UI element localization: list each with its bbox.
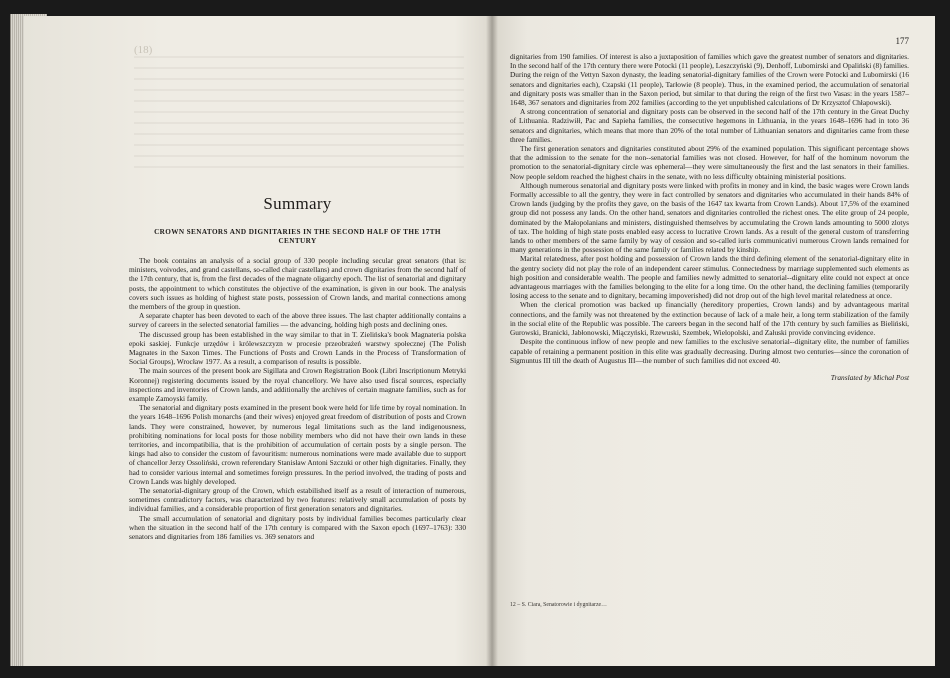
right-page (492, 16, 935, 666)
left-page (24, 16, 492, 666)
paragraph: The senatorial-dignitary group of the Crown, which estabilished itself as a result of interaction of numerous, sometimes contradictory factors, was characterized by two features: relatively small accumulation of posts by individual families, and a considerable proportion of first generation senators and dignitaries. (129, 486, 466, 514)
footnote: 12 – S. Ciara, Senatorowie i dygnitarze… (510, 602, 607, 608)
paragraph: The small accumulation of senatorial and dignitary posts by individual families becomes particularly clear when the situation in the second half of the 17th century is compared with the Saxon epoch (1697–1763): 330 senators and dignitaries from 186 families vs. 369 senators and (129, 513, 466, 542)
page-number: 177 (895, 36, 909, 46)
paragraph: The senatorial and dignitary posts examined in the present book were held for life time by royal nomination. In the years 1648–1696 Polish monarchs (and their wives) enjoyed great freedom of distribution of posts and Crown lands. They were constrained, however, by numerous legal limitations such as the land indigenousness, prohibiting nominations for local posts for those nobility members who did not have their own lands in these territories, and incompatibilia, that is the prohibition of accumulation of certain posts by a single person. The kings had also to consider the custom of favouritism: numerous nominations were made available due to support of chancellor Jerzy Ossoliński, crown referendary Stanisław Antoni Szczuki or other high dignitaries. Finally, they had to consider various internal and sometimes foreign pressures. In the period involved, the trading of posts and Crown Lands was highly developed. (129, 403, 466, 486)
summary-title: Summary (263, 194, 332, 213)
paragraph: dignitaries from 190 families. Of interest is also a juxtaposition of families which gave the greatest number of senators and dignitaries. In the second half of the 17th century there were Potocki (11 people), Leszczyński (9), Denhoff, Lubomirski and Opaliński (8) families. During the reign of the Vettyn Saxon dynasty, the leading senatorial-dignitary families of the Crown were Potocki and Lubomirski (16 senators and dignitaries each), Czapski (11 people), Tarłowie (8 people). Thus, in the examined period, the accumulation of senatorial and dignitary posts was smaller than in the Saxon period, but similar to that during the reign of the first two Vasas: in the years 1587–1648, 367 senators and dignitaries from 202 families (according to the yet unpublished calculations of Dr Krzysztof Chłapowski). (510, 52, 909, 108)
paragraph: Although numerous senatorial and dignitary posts were linked with profits in money and in kind, the basic wages were Crown lands Formally accessible to all the gentry, they were in fact controlled by senators and dignitaries who accumulated in their hands 84% of Crown lands (judging by the profits they gave, on the basis of the 1647 tax kwarta from Crown Lands). About 17,5% of the examined group did not possess any lands. On the other hand, senators and dignitaries controlled the richest ones. The elite group of 24 people, dominated by the Małopolanians and ministers, distinguished themselves by accumulating the Crown lands amounting to 5000 zlotys of tax. The holding of high state posts enabled easy access to lucrative Crown lands. As a result of the general custom of transferring lands to other members of the same family by way of cession and so-called iuris communicativi numerous Crown lands remained for many generations in the possession of the same family or families related by kinship. (510, 180, 909, 255)
paragraph: A separate chapter has been devoted to each of the above three issues. The last chapter additionally contains a survey of careers in the selected senatorial families — the advancing, holding high posts and declining ones. (129, 311, 466, 330)
paragraph: When the clerical promotion was backed up financially (hereditory properties, Crown lands) and by advantageous marital connections, and the family was not threatened by the extinction because of lack of a male heir, a long term stabilization of the family in the social elite of the Republic was possible. The careers began in the second half of the 17th century by such families as Bieliński, Gurowski, Branicki, Jabłonowski, Miączyński, Rzewuski, Szembek, Wielopolski, and Załuski provide convincing evidence. (510, 300, 909, 338)
paragraph: The discussed group has been established in the way similar to that in T. Zielińska's book Magnateria polska epoki saskiej. Funkcje urzędów i królewszczyzn w procesie przeobrażeń warstwy społecznej (The Polish Magnates in the Saxon Times. The Functions of Posts and Crown Lands in the Process of Transformation of Social Groups), Wrocław 1977. As a result, a comparison of results is possible. (129, 329, 466, 367)
paragraph: The main sources of the present book are Sigillata and Crown Registration Book (Libri Inscriptionum Metryki Koronnej) registering documents issued by the royal chancellory. We have also used fiscal sources, especially inspections and inventories of Crown lands, and additionally the archives of certain magnate families, such as for example Zamoyski family. (129, 366, 466, 404)
bleed-through-text (134, 56, 464, 176)
book-gutter (486, 16, 498, 666)
paragraph: The first generation senators and dignitaries constituted about 29% of the examined population. This significant percentage shows that the admission to the senate for the non--senatorial families was not closed. However, for half of the hominum novorum the promotion to the senatorial-dignitary circle was ephemeral—they were simultaneously the first and the last senators in their families. Now people seldom reached the highest chairs in the senate, with no less difficulty obtaining ministerial positions. (510, 144, 909, 181)
ghost-page-number: (18) (134, 44, 153, 56)
section-subtitle: CROWN SENATORS AND DIGNITARIES IN THE SECOND HALF OF THE 17TH CENTURY (154, 228, 441, 245)
paragraph: Despite the continuous inflow of new people and new families to the exclusive senatorial--dignitary elite, the number of families capable of retaining a permanent position in this elite was gradually decreasing. During almost two centuries—since the coronation of Sigmuntus III till the death of Augustus III—the number of such families did not exceed 40. (510, 337, 909, 365)
paragraph: Marital relatedness, after post holding and possession of Crown lands the third defining element of the senatorial-dignitary elite in the gentry society did not play the role of an independent career stimulus. Connectedness by marriage supplemented such elements as high position and considerable wealth. The people and families newly admitted to senatorial--dignitary elite could not expect at once advantageous marriages with the families belonging to the elite for a long time. On the other hand, the declining families (temporarily losing access to the senate and to dignitary, becaming impoverished) did not drop out of the high level marital relatedness at once. (510, 254, 909, 301)
paragraph: The book contains an analysis of a social group of 330 people including secular great senators (that is: ministers, voivodes, and grand castellans, so-called chair castellans) and crown dignitaries from the second half of the 17th century, that is, from the first decades of the magnate oligarchy epoch. The list of senatorial and dignitary posts, the appointment to which constitutes the objective of the examination, is given in our book. The analysis covers such issues as holding of highest state posts, possession of Crown lands, and marital connections among the members of the group in question. (129, 256, 466, 312)
paragraph: A strong concentration of senatorial and dignitary posts can be observed in the second half of the 17th century in the Great Duchy of Lithuania. Radziwiłł, Pac and Sapieha families, the consecutive hegemons in Lithuania, in the years 1648–1696 had in toto 36 senators and dignitaries, which means that more than 20% of the total number of Lithuanian senators and dignitaries came from these three families. (510, 107, 909, 144)
translator-credit: Translated by Michał Post (830, 372, 909, 382)
